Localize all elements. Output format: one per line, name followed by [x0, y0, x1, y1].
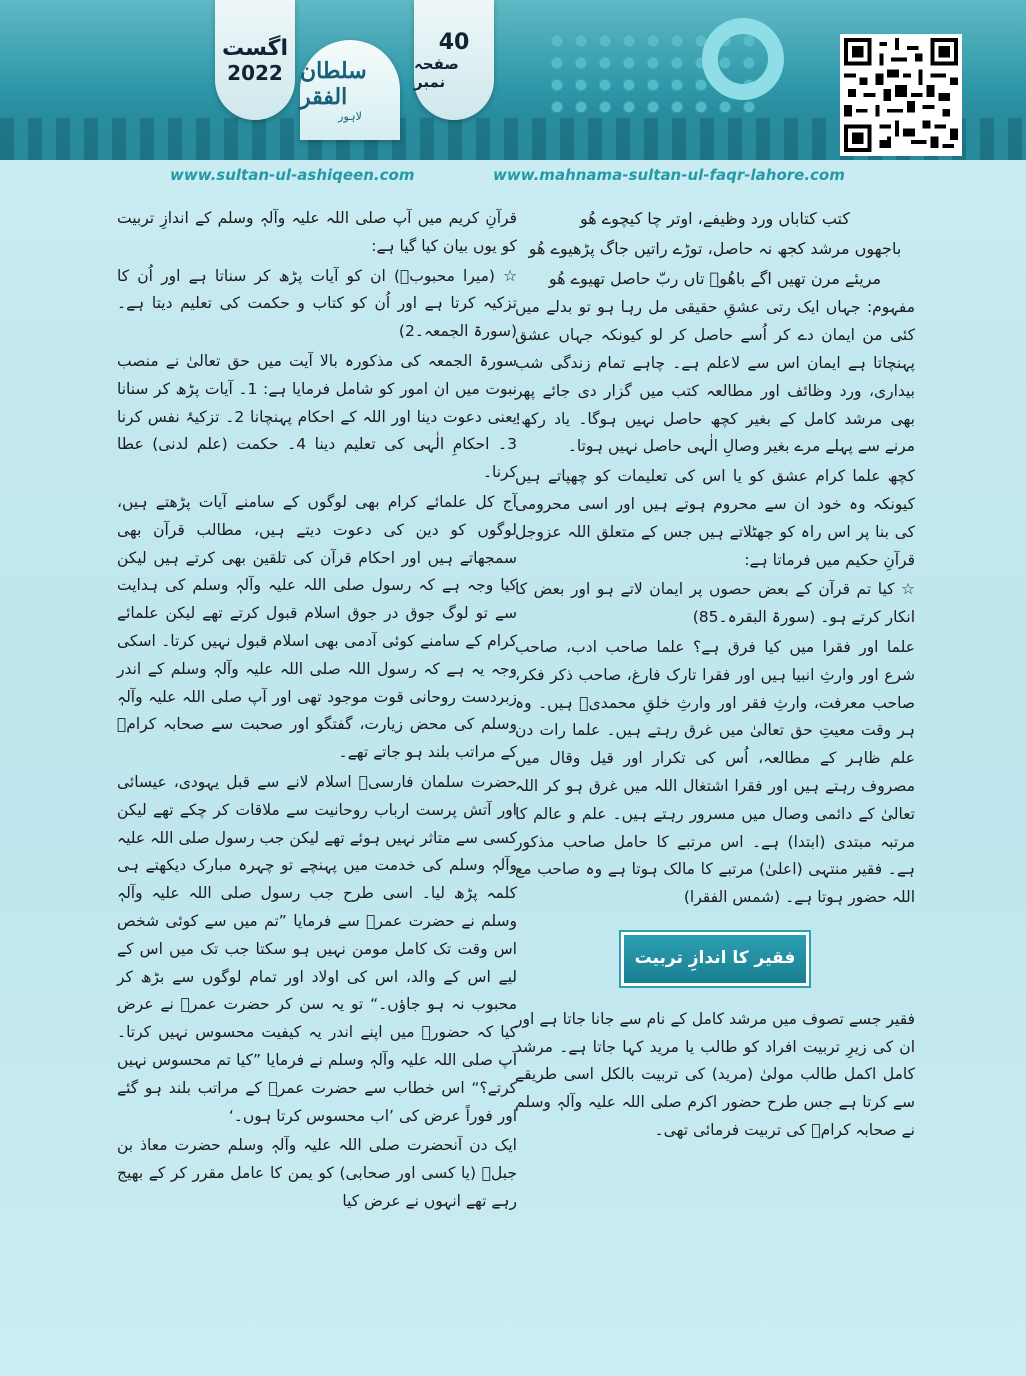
qr-code-icon[interactable] [840, 34, 962, 156]
issue-year: 2022 [227, 60, 283, 85]
issue-month: اگست [221, 35, 288, 61]
page-number-badge [414, 0, 494, 120]
header-banner [0, 0, 1026, 160]
paragraph: علما اور فقرا میں کیا فرق ہے؟ علما صاحب ادب، صاحب شرع اور وارثِ انبیا ہیں اور فقرا تارک فارغ، صاحب ذکر فکر، صاحب معرفت، وارثِ فقر اور وارثِ خلقِ محمدیؐ ہیں۔ وہ ہر وقت معیتِ حق تعالیٰ میں غرق رہتے ہیں۔ علما رات دن علم ظاہر کے مطالعہ، اُس کی تکرار اور قیل وقال میں مصروف رہتے ہیں اور فقرا اشتغال اللہ میں غرق ہو کر اللہ تعالیٰ کے دائمی وصال میں مسرور رہتے ہیں۔ علم و عالم کا مرتبہ مبتدی (ابتدا) ہے۔ اس مرتبے کا حامل صاحب مذکور ہے۔ فقیر منتہی (اعلیٰ) مرتبے کا مالک ہوتا ہے وہ صاحب مع اللہ حضور ہوتا ہے۔ (شمس الفقرا) [515, 637, 915, 907]
paragraph: کچھ علما کرام عشق کو یا اس کی تعلیمات کو چھپاتے ہیں کیونکہ وہ خود ان سے محروم ہوتے ہیں اور اسی محرومی کی بنا پر اس راہ کو جھٹلاتے ہیں جس کے متعلق اللہ عزوجل قرآنِ حکیم میں فرماتا ہے: [515, 467, 915, 569]
paragraph: قرآنِ کریم میں آپ صلی اللہ علیہ وآلہٖ وسلم کے اندازِ تربیت کو یوں بیان کیا گیا ہے: [117, 209, 517, 255]
paragraph: سورۃ الجمعہ کی مذکورہ بالا آیت میں حق تعالیٰ نے منصب نبوت میں ان امور کو شامل فرمایا ہے: 1۔ آیات پڑھ کر سنانا یعنی دعوت دینا اور اللہ کے احکام پہنچانا 2۔ تزکیۂ نفس کرنا 3۔ احکامِ الٰہی کی تعلیم دینا 4۔ حکمت (علم لدنی) عطا کرنا۔ [117, 351, 517, 482]
paragraph: مفہوم: جہاں ایک رتی عشقِ حقیقی مل رہا ہو تو بدلے میں کئی من ایمان دے کر اُسے حاصل کر لو کیونکہ جہاں عشق پہنچاتا ہے ایمان اس سے لاعلم ہے۔ چاہے تمام زندگی شب بیداری، ورد وظائف اور مطالعہ کتب میں گزار دی جائے پھر بھی مرشد کامل کے بغیر کچھ حاصل نہیں ہوگا۔ یاد رکھ! مرنے سے پہلے مرے بغیر وصالِ الٰہی حاصل نہیں ہوتا۔ [515, 298, 915, 456]
poem-stanza [515, 205, 915, 292]
poem-line: کتب کتاباں ورد وظیفے، اوتر چا کیچوے ھُو [580, 209, 850, 228]
paragraph: حضرت سلمان فارسیؓ اسلام لانے سے قبل یہودی، عیسائی اور آتش پرست ارباب روحانیت سے ملاقات کر چکے تھے لیکن کسی سے متاثر نہیں ہوئے تھے لیکن جب رسول صلی اللہ علیہ وآلہٖ وسلم کی خدمت میں پہنچے تو چہرہ مبارک دیکھتے ہی کلمہ پڑھ لیا۔ اسی طرح جب رسول صلی اللہ علیہ وآلہٖ وسلم نے حضرت عمرؓ سے فرمایا ”تم میں سے کوئی شخص اس وقت تک کامل مومن نہیں ہو سکتا جب تک میں اس کے لیے اس کے والد، اس کی اولاد اور تمام لوگوں سے بڑھ کر محبوب نہ ہو جاؤں۔“ تو یہ سن کر حضرت عمرؓ نے عرض کیا کہ حضورؐ میں اپنے اندر یہ کیفیت محسوس نہیں کرتا۔ آپ صلی اللہ علیہ وآلہٖ وسلم نے فرمایا ”کیا تم محسوس نہیں کرتے؟“ اس خطاب سے حضرت عمرؓ کے مراتب بلند ہو گئے اور فوراً عرض کی ’اب محسوس کرتا ہوں۔‘ [117, 772, 517, 1125]
section-heading: فقیر کا اندازِ تربیت [621, 932, 809, 986]
poem-line: مریئے مرن تھیں اگے باھُوؒ تاں ربّ حاصل تھیوے ھُو [548, 268, 882, 288]
paragraph: فقیر جسے تصوف میں مرشد کامل کے نام سے جانا جاتا ہے اور ان کی زیرِ تربیت افراد کو طالب یا مرید کہا جاتا ہے۔ مرشد کامل اکمل طالب مولیٰ (مرید) کی تربیت بالکل اسی طریقے سے کرتا ہے جس طرح حضور اکرم صلی اللہ علیہ وآلہٖ وسلم نے صحابہ کرامؓ کی تربیت فرمائی تھی۔ [515, 1009, 915, 1139]
page-number-label: صفحہ نمبر [414, 54, 459, 91]
magazine-name: سلطان الفقر [300, 57, 367, 110]
quote-paragraph: ☆ کیا تم قرآن کے بعض حصوں پر ایمان لاتے ہو اور بعض کا انکار کرتے ہو۔ (سورۃ البقرہ۔85) [515, 580, 915, 627]
page-number: 40 [438, 29, 470, 55]
article-column-right [515, 205, 915, 1345]
ring-ornament [702, 18, 784, 100]
paragraph: ایک دن آنحضرت صلی اللہ علیہ وآلہٖ وسلم حضرت معاذ بن جبلؓ (یا کسی اور صحابی) کو یمن کا عامل مقرر کر کے بھیج رہے تھے انہوں نے عرض کیا [117, 1136, 517, 1210]
website-link-mahnama[interactable]: www.mahnama-sultan-ul-faqr-lahore.com [493, 166, 845, 184]
poem-line: باجھوں مرشد کجھ نہ حاصل، توڑے راتیں جاگ پڑھیوے ھُو [528, 238, 902, 258]
date-badge [215, 0, 295, 120]
quote-paragraph: ☆ (میرا محبوبؐ) ان کو آیات پڑھ کر سناتا ہے اور اُن کا تزکیہ کرتا ہے اور اُن کو کتاب و حکمت کی تعلیم دیتا ہے۔ (سورۃ الجمعہ۔2) [117, 266, 517, 341]
magazine-logo [300, 40, 400, 140]
article-column-left [117, 205, 517, 1255]
paragraph: آج کل علمائے کرام بھی لوگوں کے سامنے آیات پڑھتے ہیں، لوگوں کو دین کی دعوت دیتے ہیں، مطالب قرآن بھی سمجھاتے ہیں اور احکام قرآن کی تلقین بھی کرتے ہیں لیکن کیا وجہ ہے کہ رسول صلی اللہ علیہ وآلہٖ وسلم کی ہدایت سے تو لوگ جوق در جوق اسلام قبول کرتے تھے لیکن علمائے کرام کے سامنے کوئی آدمی بھی اسلام قبول نہیں کرتا۔ اسکی وجہ یہ ہے کہ رسول اللہ صلی اللہ علیہ وآلہٖ وسلم کے اندر زبردست روحانی قوت موجود تھی اور آپ صلی اللہ علیہ وآلہٖ وسلم کی محض زیارت، گفتگو اور صحبت سے صحابہ کرامؓ کے مراتب بلند ہو جاتے تھے۔ [117, 492, 517, 762]
website-link-ashiqeen[interactable]: www.sultan-ul-ashiqeen.com [170, 166, 415, 184]
magazine-city: لاہور [338, 109, 362, 123]
